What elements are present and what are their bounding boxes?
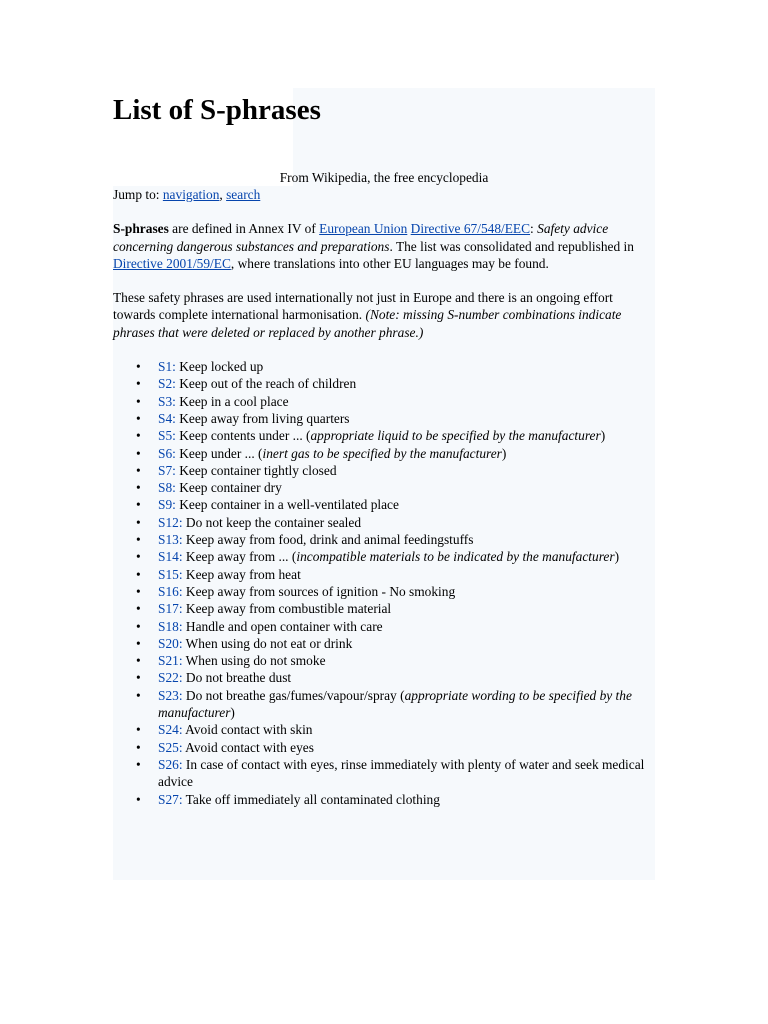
harmonisation-note: (Note: missing S-number combinations indicate phrases that were deleted or replaced by another phrase.) (113, 307, 622, 340)
list-item (136, 479, 655, 496)
list-item (136, 514, 655, 531)
phrase-text: Keep away from ... ( (182, 549, 297, 565)
phrase-italic-note: appropriate liquid to be specified by the manufacturer (310, 428, 601, 444)
bullet-icon: • (136, 670, 141, 686)
phrase-closing: ) (230, 705, 235, 721)
list-item (136, 375, 655, 392)
article-body (113, 169, 655, 808)
navigation-link[interactable]: navigation (162, 187, 220, 202)
bullet-icon: • (136, 480, 141, 496)
phrase-code-link[interactable]: S4: (158, 410, 176, 426)
list-item (136, 358, 655, 375)
phrase-code-link[interactable]: S23: (158, 687, 183, 703)
jump-to-label: Jump to: (113, 187, 163, 202)
bullet-icon: • (136, 428, 141, 444)
phrase-closing: ) (614, 549, 620, 565)
phrase-code-link[interactable]: S21: (158, 653, 183, 669)
list-item (136, 600, 655, 617)
phrase-code-link[interactable]: S3: (158, 393, 176, 409)
phrase-text: Keep contents under ... ( (175, 428, 311, 444)
bullet-icon: • (136, 583, 141, 599)
phrase-text: Do not keep the container sealed (182, 514, 362, 530)
intro-paragraph (113, 220, 655, 272)
list-item (136, 445, 655, 462)
list-item (136, 618, 655, 635)
bullet-icon: • (136, 462, 141, 478)
jump-to-separator: , (219, 187, 227, 202)
phrase-code-link[interactable]: S24: (158, 722, 183, 738)
bullet-icon: • (136, 601, 141, 617)
phrase-closing: ) (600, 428, 606, 444)
phrase-code-link[interactable]: S9: (158, 497, 176, 513)
phrase-text: Handle and open container with care (182, 618, 383, 634)
bullet-icon: • (136, 410, 141, 426)
list-item (136, 496, 655, 513)
list-item (136, 566, 655, 583)
intro-text: : (530, 221, 538, 237)
bullet-icon: • (136, 445, 141, 461)
list-item (136, 393, 655, 410)
list-item (136, 669, 655, 686)
phrase-text: Keep away from living quarters (175, 410, 350, 426)
list-item (136, 687, 655, 722)
phrase-text: In case of contact with eyes, rinse immediately with plenty of water and seek medical advice (158, 756, 645, 790)
phrase-text: Keep away from combustible material (182, 601, 392, 617)
bullet-icon: • (136, 635, 141, 651)
phrase-code-link[interactable]: S22: (158, 670, 183, 686)
phrase-text: Keep away from sources of ignition - No smoking (182, 583, 456, 599)
phrase-code-link[interactable]: S25: (158, 739, 183, 755)
harmonisation-paragraph (113, 289, 655, 341)
phrase-code-link[interactable]: S8: (158, 480, 176, 496)
list-item (136, 739, 655, 756)
list-item (136, 583, 655, 600)
phrase-italic-note: incompatible materials to be indicated by the manufacturer (296, 549, 615, 565)
bullet-icon: • (136, 791, 141, 807)
bullet-icon: • (136, 739, 141, 755)
phrase-code-link[interactable]: S17: (158, 601, 183, 617)
phrase-text: Keep container tightly closed (175, 462, 337, 478)
bullet-icon: • (136, 756, 141, 772)
phrase-code-link[interactable]: S27: (158, 791, 183, 807)
page-title: List of S-phrases (113, 94, 321, 126)
list-item (136, 635, 655, 652)
list-item (136, 410, 655, 427)
list-item (136, 652, 655, 669)
phrase-code-link[interactable]: S16: (158, 583, 183, 599)
list-item (136, 756, 655, 791)
bullet-icon: • (136, 549, 141, 565)
bullet-icon: • (136, 359, 141, 375)
phrase-text: Keep locked up (175, 359, 264, 375)
phrase-text: Keep under ... ( (175, 445, 263, 461)
bullet-icon: • (136, 393, 141, 409)
phrase-text: Avoid contact with skin (182, 722, 313, 738)
phrase-code-link[interactable]: S20: (158, 635, 183, 651)
phrase-text: When using do not smoke (182, 653, 326, 669)
site-tagline: From Wikipedia, the free encyclopedia (279, 170, 489, 185)
harmonisation-text: These safety phrases are used internationally not just in Europe and there is an ongoing effort towards complete international harmonisation. (113, 290, 613, 323)
phrase-text: Keep out of the reach of children (175, 376, 357, 392)
phrase-code-link[interactable]: S14: (158, 549, 183, 565)
bullet-icon: • (136, 497, 141, 513)
phrase-code-link[interactable]: S7: (158, 462, 176, 478)
phrase-text: When using do not eat or drink (182, 635, 353, 651)
phrase-code-link[interactable]: S18: (158, 618, 183, 634)
jump-to-line (113, 186, 655, 203)
intro-term: S-phrases (113, 221, 169, 237)
phrase-text: Keep container in a well-ventilated place (175, 497, 399, 513)
bullet-icon: • (136, 376, 141, 392)
phrase-text: Do not breathe gas/fumes/vapour/spray ( (182, 687, 405, 703)
directive-2001-59-ec-link[interactable]: Directive 2001/59/EC (113, 255, 231, 271)
phrase-code-link[interactable]: S26: (158, 756, 183, 772)
phrase-text: Keep away from heat (182, 566, 301, 582)
phrase-code-link[interactable]: S2: (158, 376, 176, 392)
phrase-text: Keep away from food, drink and animal feedingstuffs (182, 532, 474, 548)
phrase-text: Keep container dry (175, 480, 282, 496)
european-union-link[interactable]: European Union (319, 221, 408, 237)
phrase-text: Avoid contact with eyes (182, 739, 314, 755)
phrase-text: Take off immediately all contaminated clothing (182, 791, 440, 807)
phrase-italic-note: inert gas to be specified by the manufacturer (262, 445, 502, 461)
bullet-icon: • (136, 532, 141, 548)
phrase-text: Do not breathe dust (182, 670, 292, 686)
bullet-icon: • (136, 687, 141, 703)
bullet-icon: • (136, 618, 141, 634)
phrase-code-link[interactable]: S13: (158, 532, 183, 548)
intro-text: , where translations into other EU languages may be found. (230, 255, 549, 271)
list-item (136, 531, 655, 548)
phrase-code-link[interactable]: S1: (158, 359, 176, 375)
bullet-icon: • (136, 653, 141, 669)
bullet-icon: • (136, 722, 141, 738)
list-item (136, 791, 655, 808)
intro-text: . The list was consolidated and republished in (389, 238, 634, 254)
phrase-closing: ) (501, 445, 507, 461)
s-phrase-list (113, 358, 655, 808)
search-link[interactable]: search (226, 187, 261, 202)
directive-67-548-eec-link[interactable]: Directive 67/548/EEC (410, 221, 531, 237)
list-item (136, 427, 655, 444)
phrase-code-link[interactable]: S5: (158, 428, 176, 444)
directive-title: Safety advice concerning dangerous substances and preparations (113, 221, 609, 254)
phrase-italic-note: appropriate wording to be specified by the manufacturer (158, 687, 632, 721)
phrase-code-link[interactable]: S15: (158, 566, 183, 582)
intro-text: are defined in Annex IV of (168, 221, 320, 237)
phrase-text: Keep in a cool place (175, 393, 289, 409)
list-item (136, 721, 655, 738)
bullet-icon: • (136, 514, 141, 530)
bullet-icon: • (136, 566, 141, 582)
list-item (136, 462, 655, 479)
list-item (136, 548, 655, 565)
phrase-code-link[interactable]: S6: (158, 445, 176, 461)
phrase-code-link[interactable]: S12: (158, 514, 183, 530)
